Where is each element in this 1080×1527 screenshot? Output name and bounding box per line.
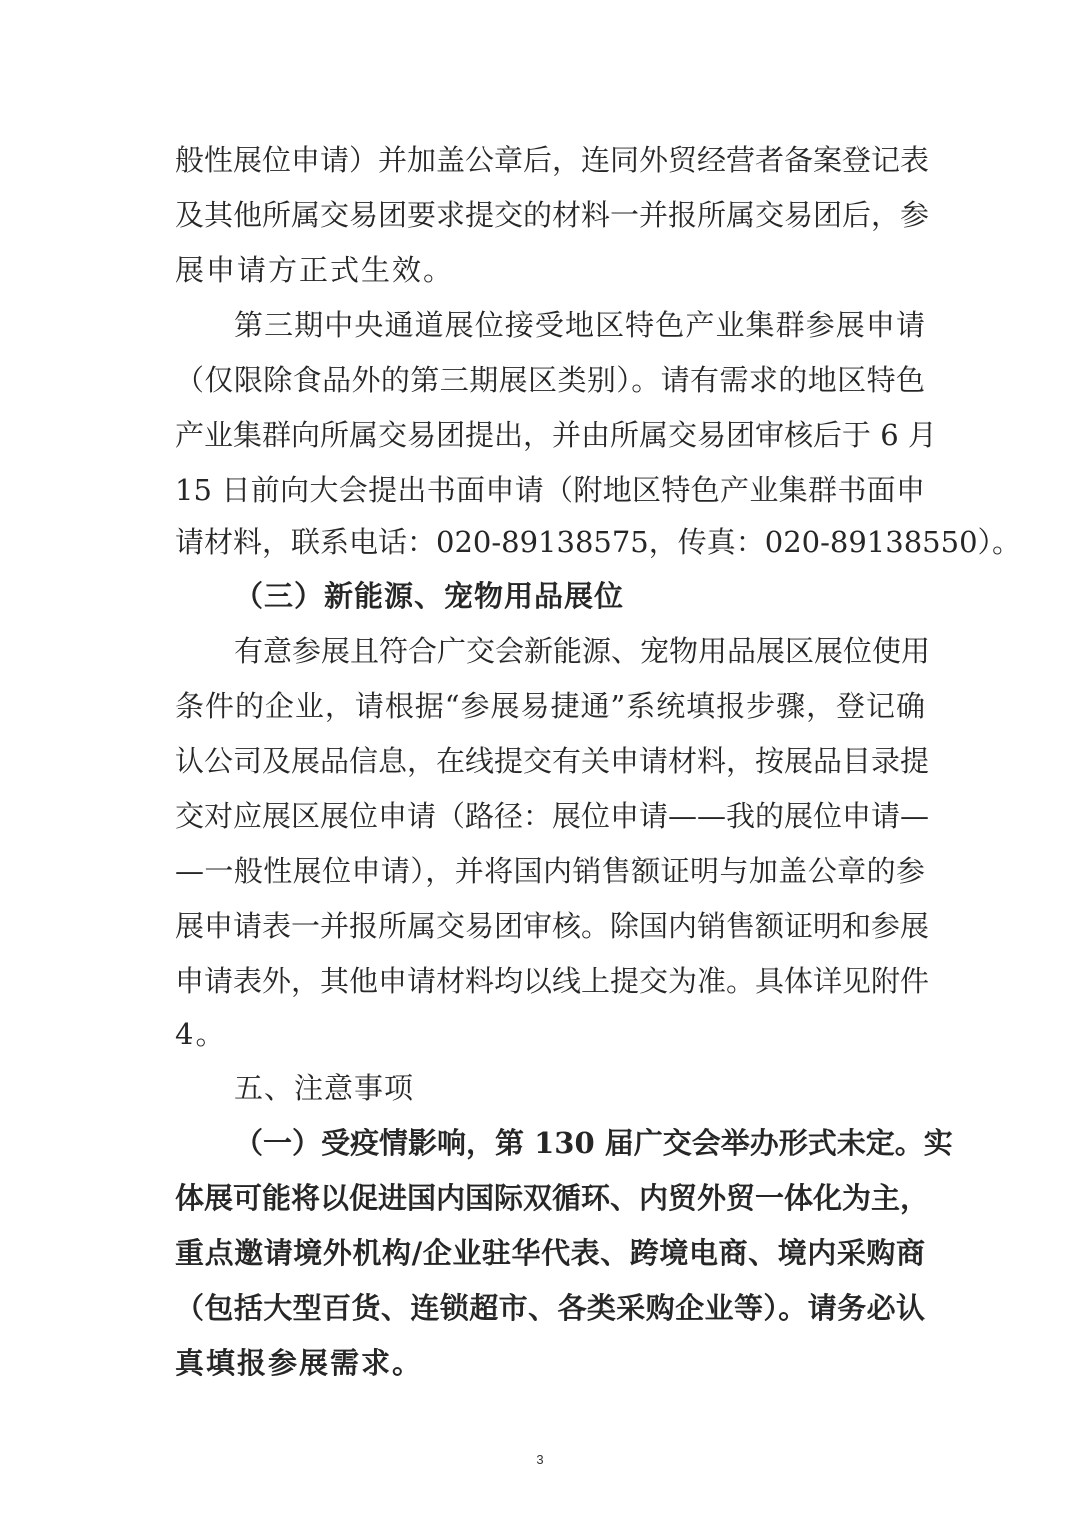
paragraph-line: 产业集群向所属交易团提出，并由所属交易团审核后于 6 月 [175,418,937,452]
paragraph-line: 展申请方正式生效。 [175,253,455,287]
paragraph-line: 认公司及展品信息，在线提交有关申请材料，按展品目录提 [175,744,930,778]
paragraph-line: 条件的企业，请根据“参展易捷通”系统填报步骤，登记确 [175,689,925,723]
paragraph-line: 重点邀请境外机构/企业驻华代表、跨境电商、境内采购商 [175,1236,925,1270]
paragraph-line: 真填报参展需求。 [175,1346,424,1380]
paragraph-line: （一）受疫情影响，第 130 届广交会举办形式未定。实 [234,1126,953,1160]
paragraph-line: 及其他所属交易团要求提交的材料一并报所属交易团后，参 [175,198,930,232]
paragraph-line: 4。 [175,1017,227,1051]
paragraph-line: 体展可能将以促进国内国际双循环、内贸外贸一体化为主， [175,1181,930,1215]
paragraph-line: 15 日前向大会提出书面申请（附地区特色产业集群书面申 [175,473,925,507]
paragraph-line: （仅限除食品外的第三期展区类别）。请有需求的地区特色 [175,363,925,397]
section-heading: 五、注意事项 [234,1071,415,1105]
paragraph-line: 第三期中央通道展位接受地区特色产业集群参展申请 [234,308,925,342]
paragraph-line: —一般性展位申请），并将国内销售额证明与加盖公章的参 [175,854,925,888]
section-heading: （三）新能源、宠物用品展位 [234,579,625,613]
paragraph-line: （包括大型百货、连锁超市、各类采购企业等）。请务必认 [175,1291,925,1325]
paragraph-line: 般性展位申请）并加盖公章后，连同外贸经营者备案登记表 [175,143,930,177]
paragraph-line: 展申请表一并报所属交易团审核。除国内销售额证明和参展 [175,909,930,943]
paragraph-line: 申请表外，其他申请材料均以线上提交为准。具体详见附件 [175,964,930,998]
paragraph-line: 交对应展区展位申请（路径：展位申请——我的展位申请— [175,799,930,833]
paragraph-line: 请材料，联系电话：020-89138575，传真：020-89138550）。 [175,525,1022,559]
page-number: 3 [536,1452,544,1467]
paragraph-line: 有意参展且符合广交会新能源、宠物用品展区展位使用 [234,634,931,668]
